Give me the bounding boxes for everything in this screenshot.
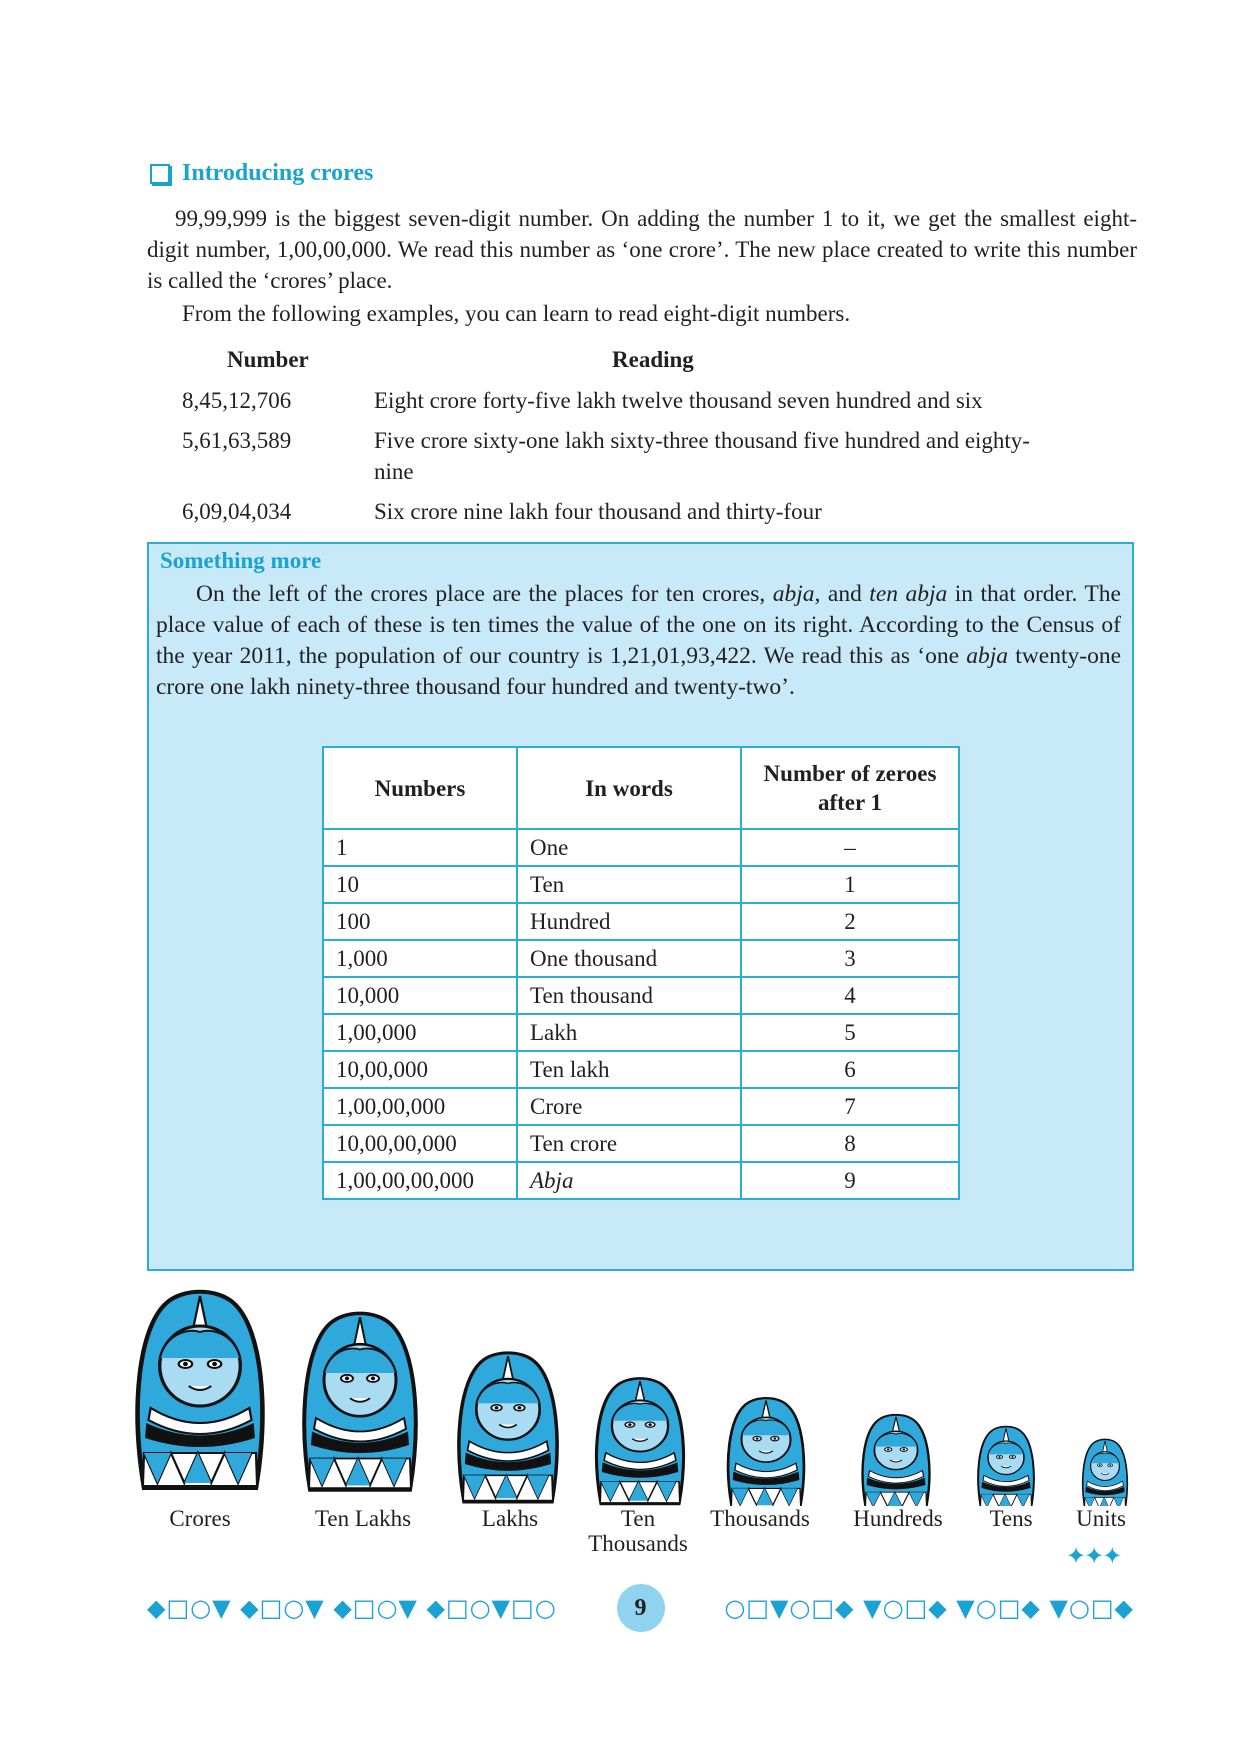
cell-number: 10 [323,866,517,903]
doll-label: Crores [169,1506,231,1531]
abja-term: abja [966,643,1009,669]
reading-header-reading: Reading [612,347,694,372]
cell-words: One [517,829,741,866]
text-run: On the left of the crores place are the places for ten crores, [196,581,773,607]
doll-label: Thousands [710,1506,810,1531]
table-row [323,829,959,866]
cell-words: Ten thousand [517,977,741,1014]
reading-text: Six crore nine lakh four thousand and thirty-four [374,499,822,524]
cell-zeroes: 8 [741,1125,959,1162]
table-row [323,1014,959,1051]
table-row [323,866,959,903]
footer-ornament-left: ◆□○▼ ◆□○▼ ◆□○▼ ◆□○▼□○ [147,1594,557,1622]
doll-label: Lakhs [481,1506,539,1531]
reading-number: 5,61,63,589 [182,428,292,453]
doll-label: Tens [989,1506,1033,1531]
reading-number: 8,45,12,706 [182,388,292,413]
column-header-numbers: Numbers [323,747,517,829]
reading-text: Five crore sixty-one lakh sixty-three thousand five hundred and eighty- [374,428,1030,453]
cell-zeroes: 9 [741,1162,959,1199]
cell-words: Hundred [517,903,741,940]
cell-number: 1,000 [323,940,517,977]
cell-zeroes: 3 [741,940,959,977]
cell-number: 10,000 [323,977,517,1014]
doll-units-icon [1083,1439,1128,1506]
reading-text-continued: nine [374,459,414,484]
cell-zeroes: 1 [741,866,959,903]
text-run: and [820,581,870,607]
table-row [323,1162,959,1199]
table-row [323,977,959,1014]
intro-paragraph-2: From the following examples, you can learn to read eight-digit numbers. [182,301,851,326]
doll-crores-icon [138,1292,263,1488]
table-row [323,1125,959,1162]
reading-number: 6,09,04,034 [182,499,292,524]
section-title [150,160,373,187]
doll-hundreds-icon [863,1415,930,1506]
text-run: in that order. The place value of each of these is ten times the value of the one on its right. According to the Census of the year 2011, the population of our country is 1,21,01,93,422. We read this as ‘one [156,581,1121,669]
cell-words: Crore [517,1088,741,1125]
cell-zeroes: 4 [741,977,959,1014]
doll-label: Units [1076,1506,1126,1531]
footer-ornament-right: ○□▼○□◆ ▼○□◆ ▼○□◆ ▼○□◆ [724,1594,1134,1622]
doll-label: Ten Thousands [588,1506,688,1556]
something-more-title: Something more [160,548,322,573]
something-more-paragraph [156,579,1121,703]
page-footer [147,1588,1134,1628]
intro-paragraph-1: 99,99,999 is the biggest seven-digit number. On adding the number 1 to it, we get the smallest eight-digit number, 1,00,00,000. We read this number as ‘one crore’. The new place created to write this number is called the ‘crores’ place. [147,206,1137,293]
reading-header-number: Number [227,347,309,372]
cell-zeroes: 5 [741,1014,959,1051]
table-row [323,1051,959,1088]
section-title-text: Introducing crores [182,160,374,186]
cell-number: 1 [323,829,517,866]
cell-words: Abja [517,1162,741,1199]
cell-zeroes: 2 [741,903,959,940]
cell-number: 100 [323,903,517,940]
cell-number: 1,00,00,00,000 [323,1162,517,1199]
table-row [323,1088,959,1125]
cell-number: 1,00,00,000 [323,1088,517,1125]
column-header-in-words: In words [517,747,741,829]
doll-ten-thousands-icon [597,1378,684,1504]
zeroes-table [322,746,960,1200]
square-bullet-icon [150,164,170,184]
table-row [323,940,959,977]
cell-zeroes: 6 [741,1051,959,1088]
page-number: 9 [617,1584,665,1632]
nesting-dolls-illustration [130,1270,1140,1506]
cell-words: One thousand [517,940,741,977]
doll-lakhs-icon [459,1353,557,1502]
cell-words: Ten crore [517,1125,741,1162]
doll-tens-icon [978,1427,1034,1506]
stars-ornament: ✦✦✦ [1066,1542,1121,1570]
table-header-row [323,747,959,829]
text-run: twenty-one crore one lakh ninety-three thousand four hundred and twenty-two’. [156,643,1122,700]
cell-words: Lakh [517,1014,741,1051]
cell-zeroes: 7 [741,1088,959,1125]
ten-abja-term: ten abja [869,581,948,607]
doll-ten-lakhs-icon [304,1313,415,1490]
cell-number: 10,00,00,000 [323,1125,517,1162]
abja-term: abja, [772,581,821,607]
cell-number: 10,00,000 [323,1051,517,1088]
table-row [323,903,959,940]
cell-number: 1,00,000 [323,1014,517,1051]
doll-thousands-icon [728,1398,804,1506]
reading-text: Eight crore forty-five lakh twelve thousand seven hundred and six [374,388,983,413]
doll-label: Ten Lakhs [314,1506,412,1531]
column-header-zeroes: Number of zeroes after 1 [741,747,959,829]
cell-words: Ten [517,866,741,903]
doll-label: Hundreds [853,1506,943,1531]
cell-words: Ten lakh [517,1051,741,1088]
cell-zeroes: – [741,829,959,866]
